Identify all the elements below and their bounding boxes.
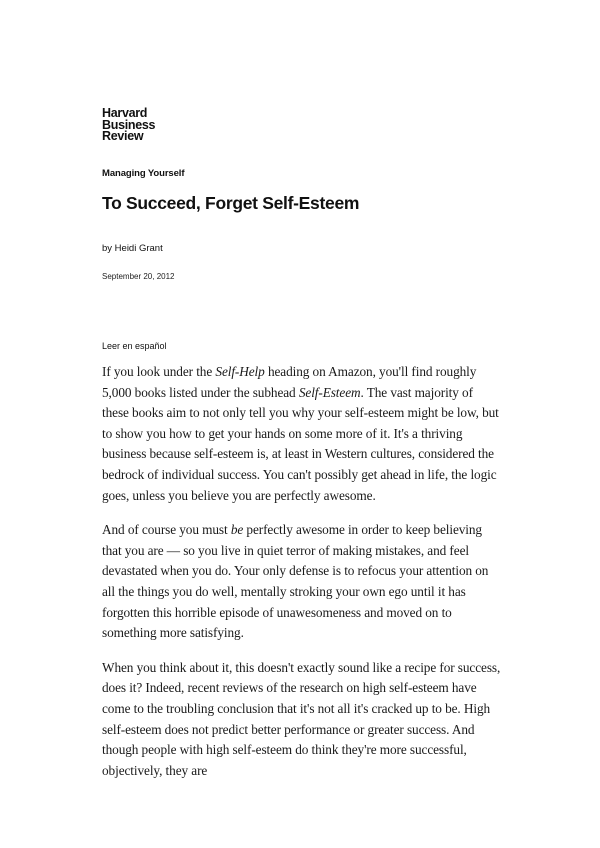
article-title: To Succeed, Forget Self-Esteem — [102, 193, 360, 213]
logo-line: Harvard — [102, 106, 148, 120]
publish-date: September 20, 2012 — [102, 272, 175, 281]
section-label[interactable]: Managing Yourself — [102, 168, 185, 179]
body-paragraph — [102, 658, 502, 782]
body-paragraph — [102, 520, 502, 644]
article-body — [102, 362, 502, 795]
language-link[interactable]: Leer en español — [102, 341, 167, 351]
emphasis-text: Self-Esteem — [298, 384, 361, 400]
emphasis-text: Self-Help — [215, 364, 265, 379]
logo-line: Business — [102, 117, 156, 132]
text-run: And of course you must — [102, 522, 231, 538]
text-run: heading on Amazon, you'll find roughly 5,000 books listed under the subhead — [102, 364, 477, 400]
body-paragraph — [102, 362, 502, 506]
hbr-logo[interactable] — [102, 108, 155, 143]
text-run: If you look under the — [102, 364, 216, 379]
emphasis-text: be — [230, 522, 244, 538]
text-run: perfectly awesome in order to keep believing that you are — so you live in quiet terror of making mistakes, and feel devastated when you do. Your only defense is to refocus your attention on all the things you do well, mentally stroking your own ego until it has forgotten this horrible episode of unawesomeness and moved on to something more satisfying. — [102, 522, 489, 641]
logo-line: Review — [102, 129, 144, 143]
article-byline: by Heidi Grant — [102, 243, 163, 254]
text-run: . The vast majority of these books aim to not only tell you why your self-esteem might be low, but to show you how to get your hands on some more of it. It's a thriving business because self-esteem is, at least in Western cultures, considered the bedrock of individual success. You can't possibly get ahead in life, the logic goes, unless you believe you are perfectly awesome. — [102, 384, 499, 503]
text-run: When you think about it, this doesn't exactly sound like a recipe for success, does it? Indeed, recent reviews of the research on high self-esteem have come to the troubling conclusion that it's not all it's cracked up to be. High self-esteem does not predict better performance or greater success. And though people with high self-esteem do think they're more successful, objectively, they are — [102, 659, 501, 778]
